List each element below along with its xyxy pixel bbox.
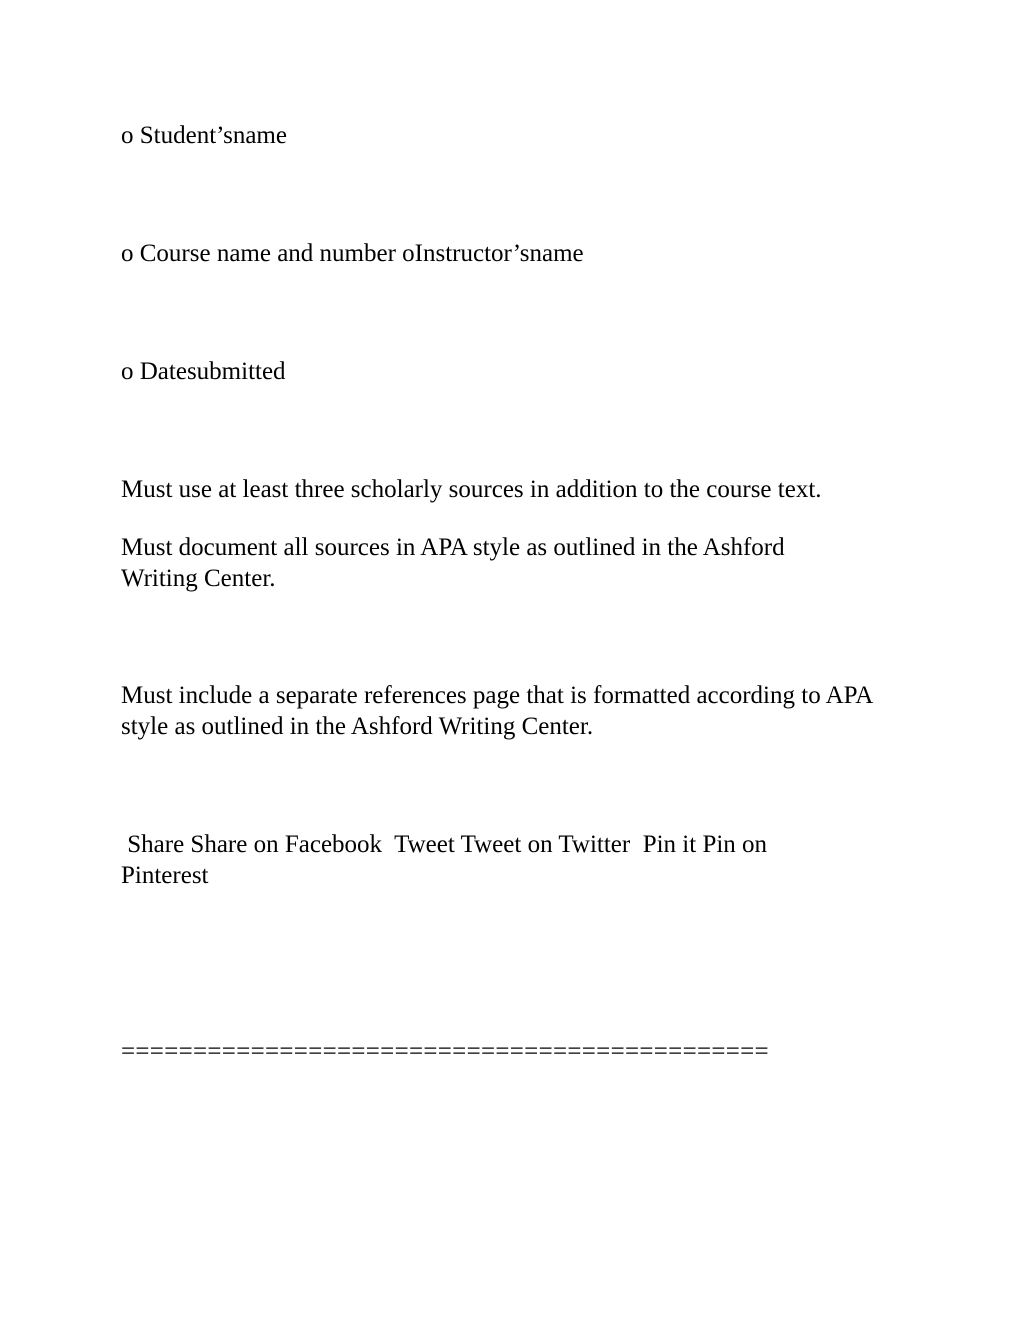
bullet-course-instructor: o Course name and number oInstructor’sname <box>121 240 584 267</box>
bullet-student-name: o Student’sname <box>121 122 287 149</box>
share-links-text: Share Share on Facebook Tweet Tweet on Twitter Pin it Pin on Pinterest <box>121 831 774 889</box>
requirement-references-page: Must include a separate references page that is formatted according to APA style as outlined in the Ashford Writing Center. <box>121 682 879 740</box>
requirement-apa-style: Must document all sources in APA style as outlined in the Ashford Writing Center. <box>121 534 791 592</box>
requirement-scholarly-sources: Must use at least three scholarly sources in addition to the course text. <box>121 476 822 503</box>
bullet-date-submitted: o Datesubmitted <box>121 358 286 385</box>
separator-line: ============================================= <box>121 1038 769 1065</box>
